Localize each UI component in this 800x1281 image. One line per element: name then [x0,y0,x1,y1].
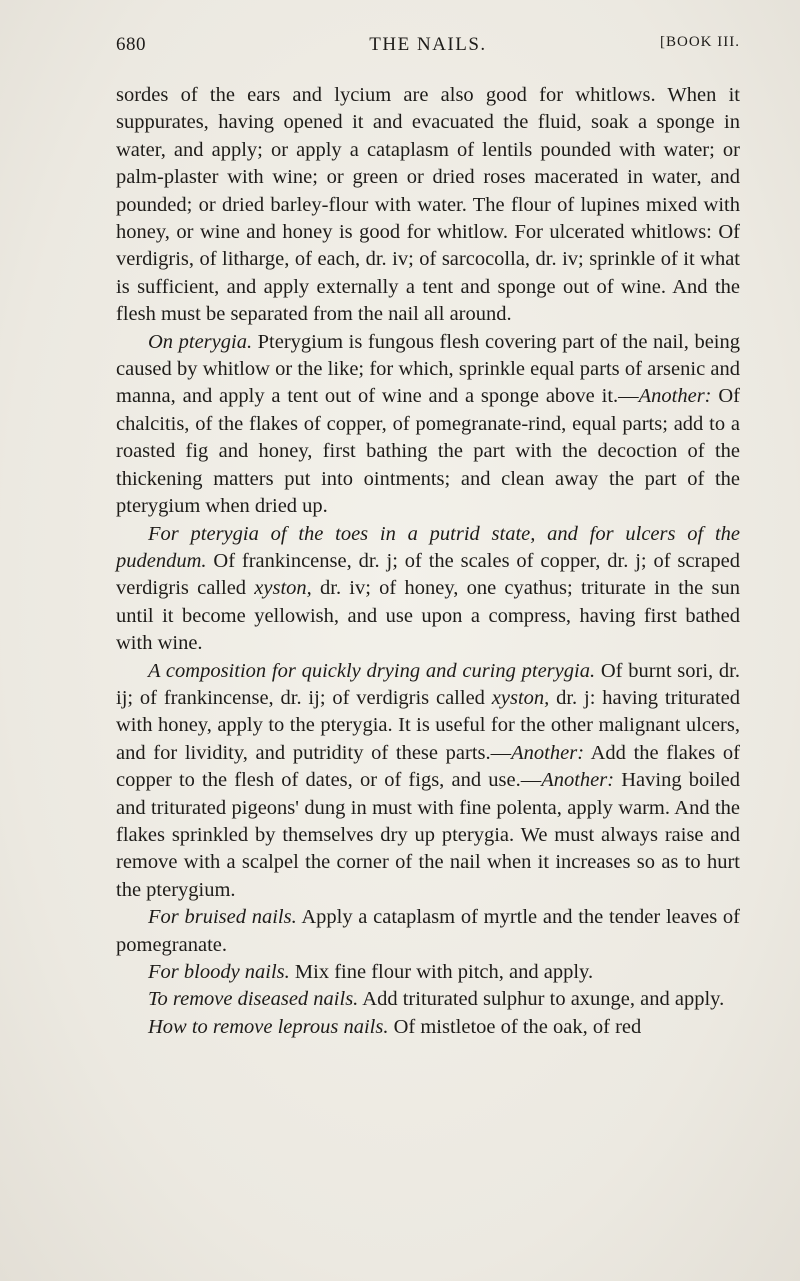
paragraph-text: Of chalcitis, of the flakes of copper, of pomegranate-rind, equal parts; add to a roasted fig and honey, first bathing the part with the decoction of the thickening matters put into ointments; and clean away the part of the pterygium when dried up. [116,385,740,518]
paragraph-text: Of burnt sori, dr. ij; of frankincense, dr. ij; of verdigris called [116,659,740,709]
paragraph [116,329,740,521]
book-label: [BOOK III. [660,34,740,50]
paragraph [116,959,740,986]
body-text [116,82,740,1041]
paragraph [116,658,740,905]
paragraph [116,82,740,329]
paragraph-text: Of frankincense, dr. j; of the scales of copper, dr. j; of scraped verdigris called [116,549,740,600]
running-title: THE NAILS. [369,34,487,55]
italic-heading: For pterygia of the toes in a putrid state, and for ulcers of the pudendum. [116,522,740,572]
italic-heading: xyston, [254,577,312,600]
italic-heading: How to remove leprous nails. [148,1015,389,1038]
running-header [116,34,740,62]
paragraph [116,1014,740,1041]
paragraph [116,904,740,959]
italic-heading: On pterygia. [148,330,253,353]
paragraph-text: Having boiled and triturated pigeons' dung in must with fine polenta, apply warm. And the flakes sprinkled by themselves dry up pterygia. We must always raise and remove with a scalpel the corner of the nail when it increases so as to hurt the pterygium. [116,769,741,901]
italic-heading: For bruised nails. [148,906,297,929]
italic-heading: Another: [541,769,615,792]
paragraph-text: dr. j: having triturated with honey, apply to the pterygia. It is useful for the other malignant ulcers, and for lividity, and putridity of these parts.— [116,686,741,764]
italic-heading: Another: [511,741,585,764]
paragraph-text: sordes of the ears and lycium are also good for whitlows. When it suppurates, having opened it and evacuated the fluid, soak a sponge in water, and apply; or apply a cataplasm of lentils pounded with water; or palm-plaster with wine; or green or dried roses macerated in water, and pounded; or dried barley-flour with water. The flour of lupines mixed with honey, or wine and honey is good for whitlow. For ulcerated whitlows: Of verdigris, of litharge, of each, dr. iv; of sarcocolla, dr. iv; sprinkle of it what is sufficient, and apply externally a tent and sponge out of wine. And the flesh must be separated from the nail all around. [116,84,740,326]
paragraph-text: Add the flakes of copper to the flesh of dates, or of figs, and use.— [116,741,740,792]
italic-heading: For bloody nails. [148,961,290,983]
paragraph [116,986,740,1013]
paragraph [116,521,740,658]
paragraph-text: dr. iv; of honey, one cyathus; triturate in the sun until it become yellowish, and use upon a compress, having first bathed with wine. [116,577,740,655]
italic-heading: A composition for quickly drying and curing pterygia. [148,659,596,682]
paragraph-text: Add triturated sulphur to axunge, and apply. [358,988,725,1011]
paragraph-text: Pterygium is fungous flesh covering part of the nail, being caused by whitlow or the like; for which, sprinkle equal parts of arsenic and manna, and apply a tent out of wine and a sponge above it.— [116,330,740,408]
paragraph-text: Of mistletoe of the oak, of red [388,1015,642,1038]
paragraph-text: Apply a cataplasm of myrtle and the tender leaves of pomegranate. [116,906,740,956]
italic-heading: Another: [638,385,712,408]
italic-heading: To remove diseased nails. [148,988,359,1011]
italic-heading: xyston, [491,686,550,709]
paragraph-text: Mix fine flour with pitch, and apply. [289,961,594,983]
page-number: 680 [116,34,146,55]
